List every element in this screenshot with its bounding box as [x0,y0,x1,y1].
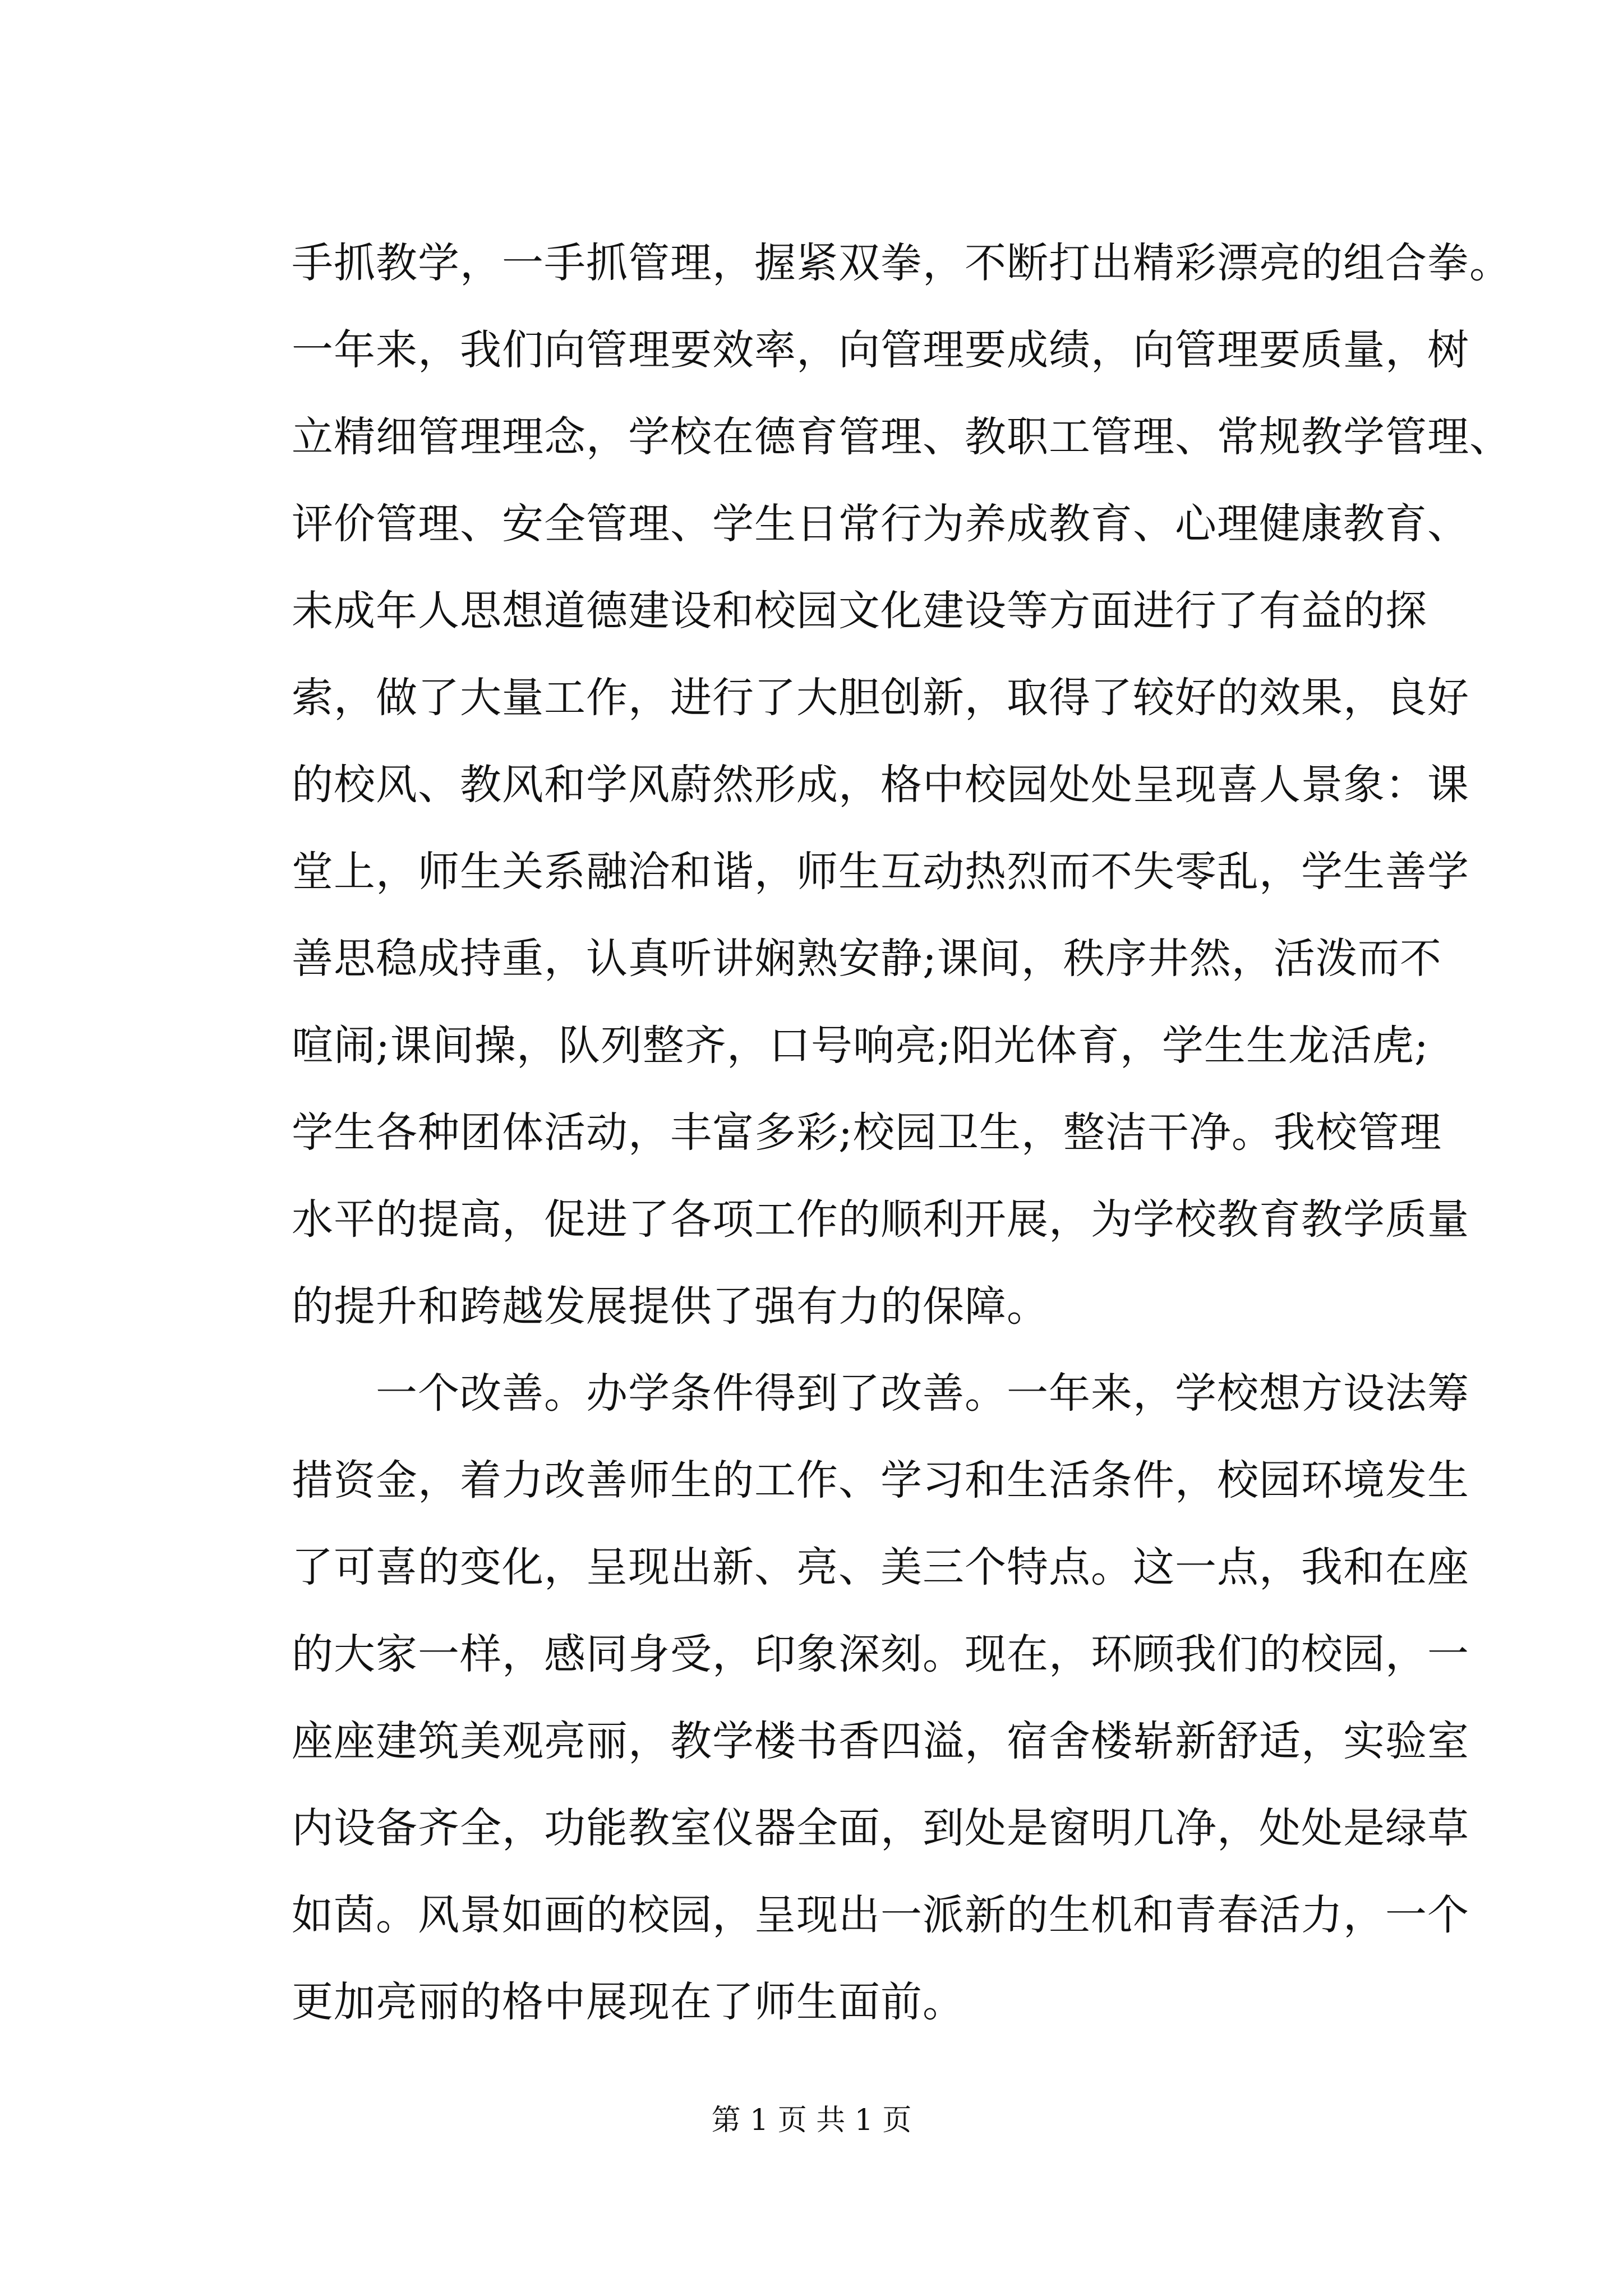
text-line: 的大家一样，感同身受，印象深刻。现在，环顾我们的校园，一 [292,1630,1469,1678]
text-line: 手抓教学，一手抓管理，握紧双拳，不断打出精彩漂亮的组合拳。 [292,239,1511,287]
text-line: 立精细管理理念，学校在德育管理、教职工管理、常规教学管理、 [292,413,1511,461]
text-line: 更加亮丽的格中展现在了师生面前。 [292,1978,965,2026]
page-number-footer: 第 1 页 共 1 页 [711,2104,912,2137]
text-line: 的校风、教风和学风蔚然形成，格中校园处处呈现喜人景象：课 [292,761,1469,809]
text-line: 善思稳成持重，认真听讲娴熟安静;课间，秩序井然，活泼而不 [292,935,1442,983]
text-line: 如茵。风景如画的校园，呈现出一派新的生机和青春活力，一个 [292,1891,1469,1939]
text-line: 了可喜的变化，呈现出新、亮、美三个特点。这一点，我和在座 [292,1543,1469,1591]
text-line: 堂上，师生关系融洽和谐，师生互动热烈而不失零乱，学生善学 [292,848,1469,896]
text-line: 喧闹;课间操，队列整齐，口号响亮;阳光体育，学生生龙活虎; [292,1022,1429,1070]
text-line: 一年来，我们向管理要效率，向管理要成绩，向管理要质量，树 [292,326,1469,374]
text-line: 的提升和跨越发展提供了强有力的保障。 [292,1282,1049,1331]
text-line: 内设备齐全，功能教室仪器全面，到处是窗明几净，处处是绿草 [292,1804,1469,1852]
text-line: 索，做了大量工作，进行了大胆创新，取得了较好的效果，良好 [292,674,1469,722]
text-line: 未成年人思想道德建设和校园文化建设等方面进行了有益的探 [292,587,1427,635]
text-line: 评价管理、安全管理、学生日常行为养成教育、心理健康教育、 [292,500,1469,548]
text-line: 水平的提高，促进了各项工作的顺利开展，为学校教育教学质量 [292,1195,1469,1244]
text-line: 座座建筑美观亮丽，教学楼书香四溢，宿舍楼崭新舒适，实验室 [292,1717,1469,1765]
text-line: 措资金，着力改善师生的工作、学习和生活条件，校园环境发生 [292,1456,1469,1504]
body-text [292,220,1511,2046]
paragraph-start-line: 一个改善。办学条件得到了改善。一年来，学校想方设法筹 [292,1369,1469,1418]
text-line: 学生各种团体活动，丰富多彩;校园卫生，整洁干净。我校管理 [292,1108,1442,1157]
